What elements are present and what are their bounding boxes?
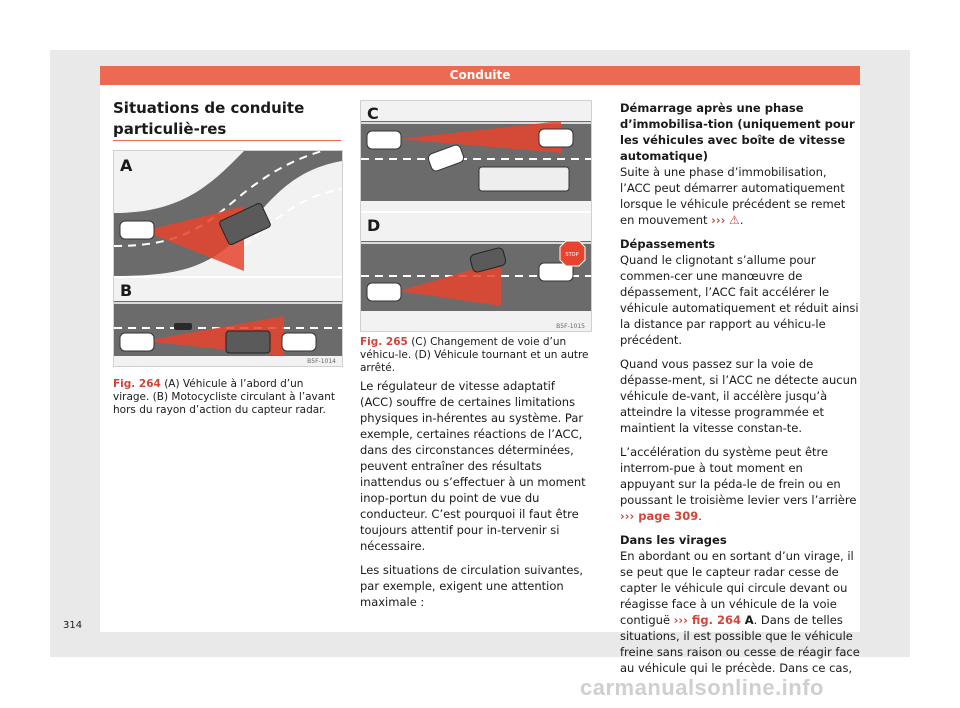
figure-code: B5F-1015 bbox=[556, 323, 585, 330]
figure-265-illustration bbox=[361, 101, 591, 331]
figure-265 bbox=[360, 100, 592, 332]
caption-text: (A) Véhicule à l’abord d’un virage. (B) Motocycliste circulant à l’avant hors du rayon d’action du capteur radar. bbox=[113, 378, 335, 416]
stop-sign-text: STOP bbox=[565, 252, 579, 258]
section-title: Situations de conduite particuliè-res bbox=[113, 99, 305, 138]
figure-reference-link[interactable]: ››› fig. 264 bbox=[673, 613, 742, 627]
panel-label-c: C bbox=[367, 104, 379, 123]
page-number: 314 bbox=[63, 620, 83, 631]
heading-curves: Dans les virages bbox=[620, 533, 727, 547]
figure-panel-ref: A bbox=[744, 613, 754, 627]
column-2-text bbox=[360, 378, 588, 618]
paragraph: Les situations de circulation suivantes, par exemple, exigent une attention maximale : bbox=[360, 563, 584, 609]
paragraph bbox=[620, 548, 860, 676]
figure-code: B5F-1014 bbox=[307, 358, 336, 365]
paragraph bbox=[620, 444, 860, 524]
title-rule bbox=[113, 140, 341, 141]
punctuation: . bbox=[698, 509, 702, 523]
reference-arrow[interactable]: ››› bbox=[711, 213, 726, 227]
paragraph-text: L’accélération du système peut être interrom-pue à tout moment en appuyant sur la péda-le de frein ou en poussant le troisième levier vers l’arrière bbox=[620, 445, 857, 507]
paragraph-text: Suite à une phase d’immobilisation, l’ACC peut démarrer automatiquement lorsque le véhicule précédent se remet en mouvement bbox=[620, 165, 846, 227]
paragraph: Le régulateur de vitesse adaptatif (ACC) souffre de certaines limitations physiques in-hérentes au système. Par exemple, certaines réactions de l’ACC, dans des circonstances déterminées, peuvent entraîner des résultats inattendus ou s’effectuer à un moment inop-portun du point de vue du conducteur. C’est pourquoi il faut être toujours attentif pour in-tervenir si nécessaire. bbox=[360, 379, 586, 553]
caption-label: Fig. 264 bbox=[113, 378, 161, 390]
paragraph-text: . Dans de telles situations, il est possible que le véhicule freine sans raison ou cesse de réagir face au véhicule qui le précède. Dans ce cas, bbox=[620, 613, 860, 675]
page-reference-link[interactable]: ››› page 309 bbox=[620, 509, 699, 523]
panel-label-d: D bbox=[367, 216, 381, 235]
caption-text: (C) Changement de voie d’un véhicu-le. (D) Véhicule tournant et un autre arrêté. bbox=[360, 336, 589, 374]
panel-label-b: B bbox=[120, 281, 133, 300]
paragraph-text: En abordant ou en sortant d’un virage, il se peut que le capteur radar cesse de capter le véhicule qui circule devant ou réagisse face à un véhicule de la voie contiguë bbox=[620, 549, 854, 627]
warning-icon: ⚠ bbox=[729, 213, 740, 227]
figure-264-illustration bbox=[114, 151, 342, 366]
panel-label-a: A bbox=[120, 156, 133, 175]
heading-startup: Démarrage après une phase d’immobilisa-tion (uniquement pour les véhicules avec boîte de vitesse automatique) bbox=[620, 101, 855, 163]
figure-265-caption bbox=[360, 336, 590, 375]
paragraph: Suite à une phase d’immobilisation, l’ACC peut démarrer automatiquement lorsque le véhicule précédent se remet en mouvement ››› ⚠. bbox=[620, 165, 846, 227]
column-3-text bbox=[620, 100, 860, 684]
caption-label: Fig. 265 bbox=[360, 336, 408, 348]
paragraph: Quand vous passez sur la voie de dépasse-ment, si l’ACC ne détecte aucun véhicule de-vant, il accélère jusqu’à atteindre la vitesse programmée et maintient la vitesse constan-te. bbox=[620, 357, 858, 435]
heading-overtaking: Dépassements bbox=[620, 237, 716, 251]
figure-264-caption bbox=[113, 378, 341, 417]
figure-264 bbox=[113, 150, 343, 367]
paragraph: Quand le clignotant s’allume pour commen-cer une manœuvre de dépassement, l’ACC fait accélérer le véhicule automatiquement et réduit ainsi la distance par rapport au véhicu-le précédent. bbox=[620, 253, 859, 347]
watermark: carmanualsonline.info bbox=[580, 675, 824, 700]
section-header: Conduite bbox=[100, 66, 860, 85]
